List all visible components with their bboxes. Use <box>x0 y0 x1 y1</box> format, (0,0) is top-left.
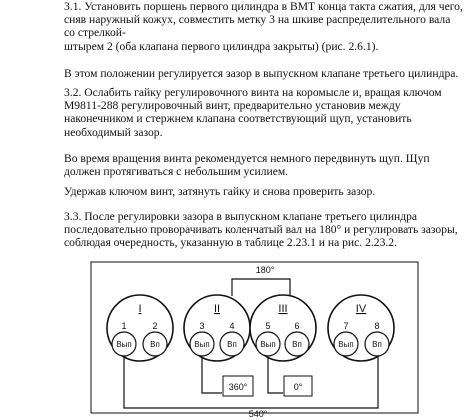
valve-number: 8 <box>374 321 380 331</box>
valve-number: 5 <box>265 321 271 331</box>
valve-number: 3 <box>199 321 205 331</box>
cylinder-numeral: III <box>278 303 288 315</box>
valve-label: Вып <box>116 340 132 349</box>
text-line: 3.3. После регулировки зазора в выпускном клапане третьего цилиндра <box>64 210 418 223</box>
valve-number: 1 <box>121 321 127 331</box>
angle-label: 360° <box>228 382 248 392</box>
text-line: В этом положении регулируется зазор в выпускном клапане третьего цилиндра. <box>64 67 459 80</box>
cylinder-1 <box>107 295 173 361</box>
text-line: со стрелкой- <box>64 26 126 40</box>
text-line: соблюдая очередность, указанную в таблице 2.23.1 и на рис. 2.23.2. <box>64 236 397 250</box>
text-line: наконечником и стержнем клапана соответствующий щуп, установить <box>64 112 412 126</box>
text-line: штырем 2 (оба клапана первого цилиндра закрыты) (рис. 2.6.1). <box>64 39 379 53</box>
valve-label: Вып <box>194 340 210 349</box>
text-line: сняв наружный кожух, совместить метку 3 на шкиве распределительного вала <box>64 13 451 27</box>
connector-0 <box>268 357 312 396</box>
valve-number: 2 <box>152 321 158 331</box>
cylinder-4 <box>328 295 394 361</box>
connector-360 <box>202 357 253 396</box>
valve-label: Вп <box>292 340 302 349</box>
cylinder-3 <box>250 295 316 361</box>
cylinder-numeral: II <box>213 303 221 315</box>
text-line: должен протягиваться с небольшим усилием. <box>64 165 289 179</box>
valve-label: Вып <box>338 340 354 349</box>
text-line: М9811-288 регулировочный винт, предварительно установив между <box>64 99 401 113</box>
text-line: Удержав ключом винт, затянуть гайку и снова проверить зазор. <box>64 185 376 198</box>
cylinder-numeral: I <box>138 303 142 315</box>
angle-label: 540° <box>248 409 268 419</box>
valve-label: Вп <box>227 340 237 349</box>
valve-label: Вып <box>260 340 276 349</box>
valve-number: 6 <box>294 321 300 331</box>
valve-number: 4 <box>229 321 235 331</box>
cylinder-numeral: IV <box>355 303 367 315</box>
valve-label: Вп <box>150 340 160 349</box>
valve-number: 7 <box>343 321 349 331</box>
text-line: 3.2. Ослабить гайку регулировочного винта на коромысле и, вращая ключом <box>64 86 442 99</box>
text-line: 3.1. Установить поршень первого цилиндра в ВМТ конца такта сжатия, для чего, <box>64 0 463 13</box>
angle-label: 180° <box>255 265 275 275</box>
valve-label: Вп <box>372 340 382 349</box>
text-line: необходимый зазор. <box>64 125 163 139</box>
text-line: Во время вращения винта рекомендуется немного передвинуть щуп. Щуп <box>64 152 430 165</box>
cylinder-2 <box>184 295 250 361</box>
text-line: последовательно проворачивать коленчатый вал на 180° и регулировать зазоры, <box>64 223 458 237</box>
angle-label: 0° <box>293 382 303 392</box>
